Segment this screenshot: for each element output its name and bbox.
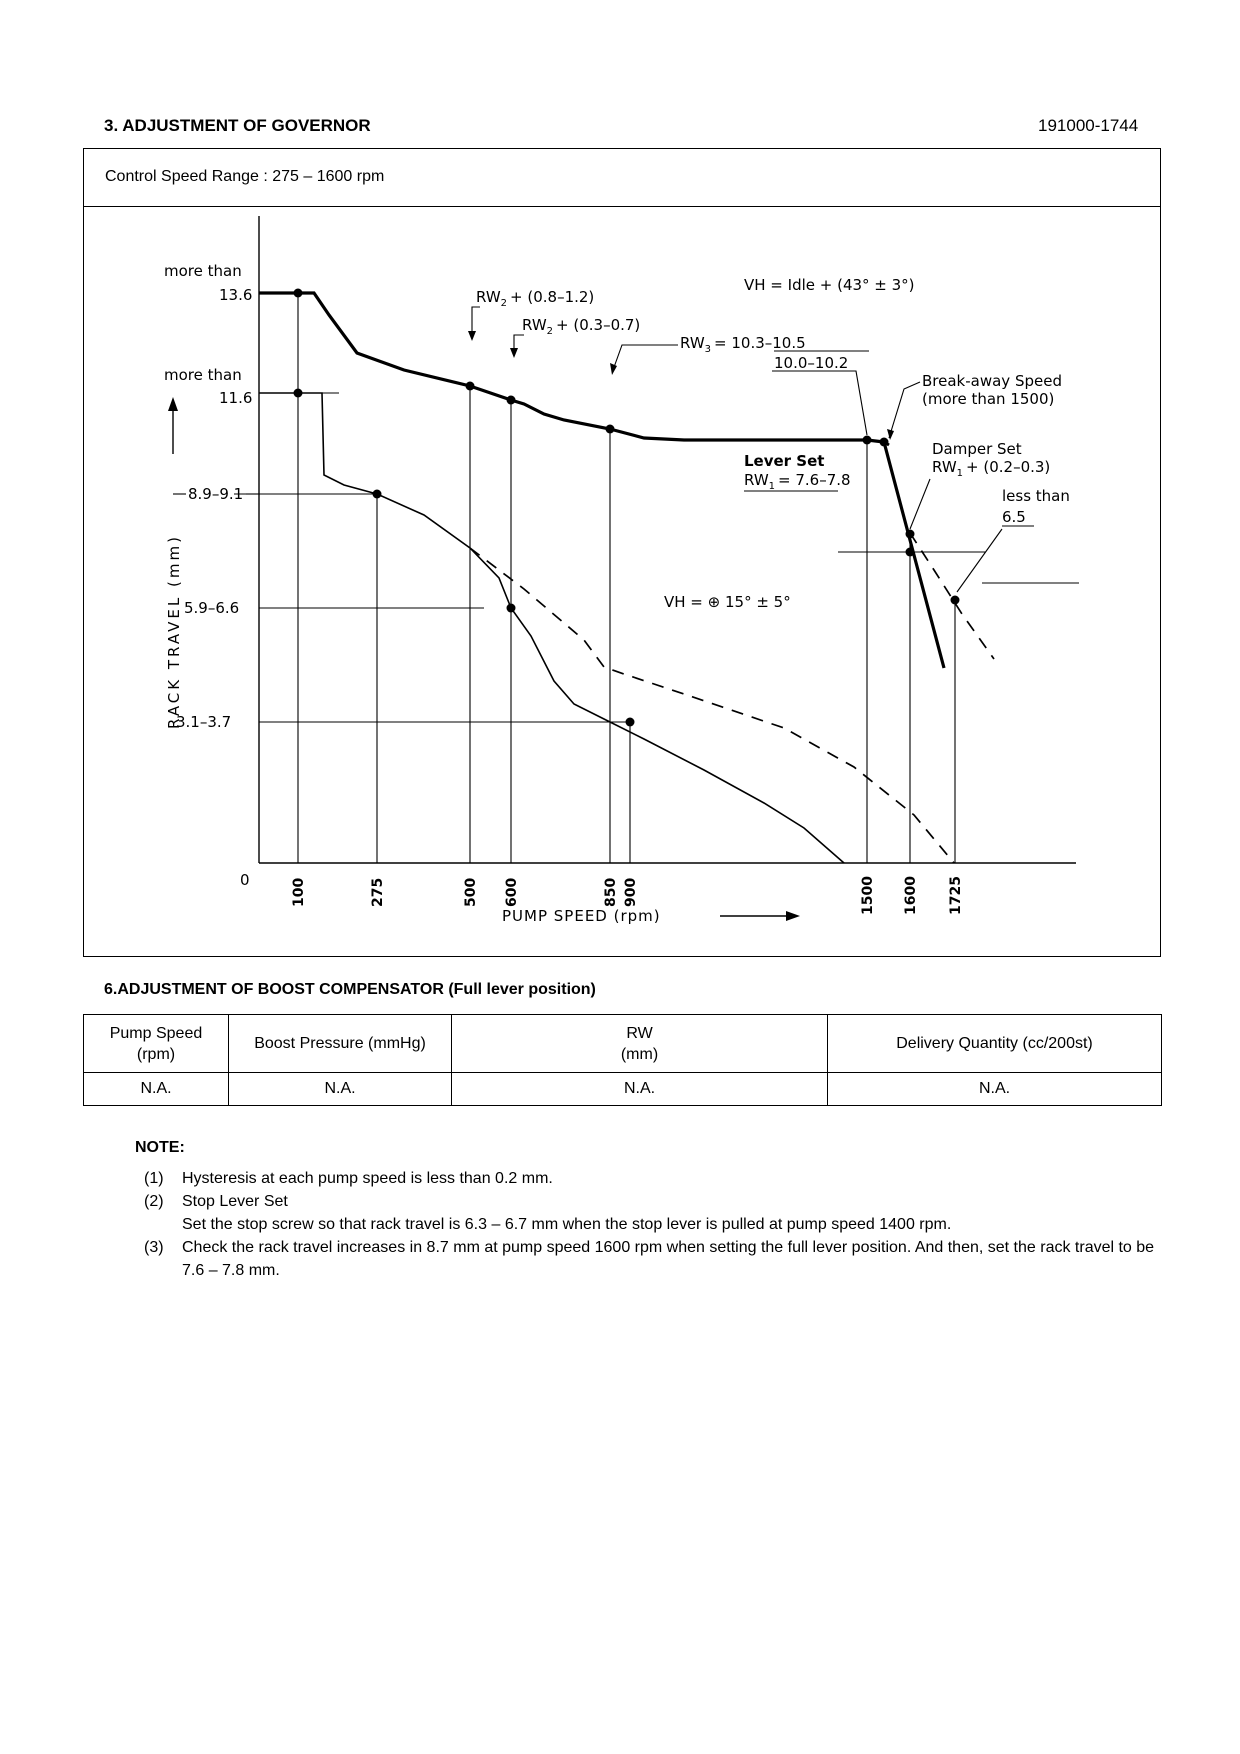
pt-1600 [906, 530, 915, 539]
governor-chart [84, 149, 1160, 956]
y-axis-title: RACK TRAVEL (mm) [165, 534, 183, 729]
pt-500 [466, 382, 475, 391]
pt-900 [626, 718, 635, 727]
anno-less-2: 6.5 [1002, 508, 1026, 526]
anno-damper-2: $RW_1 + (0.2-0.3)$ [932, 458, 1051, 479]
pt-1725 [951, 596, 960, 605]
arrow-rw3 [610, 363, 617, 375]
cell-pump-speed: N.A. [84, 1073, 229, 1106]
list-item [144, 1236, 1164, 1282]
section-title: 3. ADJUSTMENT OF GOVERNOR [104, 116, 371, 135]
anno-damper-1: Damper Set [932, 440, 1022, 458]
pt-275 [373, 490, 382, 499]
control-speed-range: Control Speed Range : 275 – 1600 rpm [105, 168, 385, 185]
y-origin-label: 0 [240, 871, 250, 889]
leader-rw3 [613, 345, 678, 370]
y-label-8.9: 8.9–9.1 [188, 485, 244, 503]
boost-header-row [84, 1015, 1162, 1073]
section6-title: 6.ADJUSTMENT OF BOOST COMPENSATOR (Full lever position) [104, 981, 596, 998]
y-label-13.6-b: 13.6 [219, 286, 253, 304]
anno-less-1: less than [1002, 487, 1070, 505]
anno-lever-1: Lever Set [744, 452, 825, 470]
y-label-13.6-a: more than [164, 262, 242, 280]
anno-rw3: $RW_3 = 10.3-10.5$ [680, 334, 806, 355]
anno-breakaway-1: Break-away Speed [922, 372, 1062, 390]
pt-600-low [507, 604, 516, 613]
pt-100-13.6 [294, 289, 303, 298]
note-text: Hysteresis at each pump speed is less than 0.2 mm. [182, 1170, 553, 1187]
y-label-5.9: 5.9–6.6 [184, 599, 240, 617]
note-text-line2: Set the stop screw so that rack travel is 6.3 – 6.7 mm when the stop lever is pulled at pump speed 1400 rpm. [182, 1216, 952, 1233]
x-tick-850: 850 [603, 877, 619, 907]
note-text-line1: Stop Lever Set [182, 1193, 288, 1210]
pt-850 [606, 425, 615, 434]
arrow-breakaway [887, 429, 894, 440]
list-item [144, 1167, 1164, 1190]
pt-100-11.6 [294, 389, 303, 398]
notes-list [144, 1167, 1164, 1282]
x-tick-900: 900 [623, 877, 639, 907]
note-text [182, 1190, 1164, 1236]
y-label-11.6-b: 11.6 [219, 389, 253, 407]
anno-vh-full: VH = ⊕ 15° ± 5° [664, 593, 791, 611]
x-tick-275: 275 [370, 877, 386, 907]
col-rw: RW (mm) [452, 1015, 828, 1073]
x-tick-100: 100 [291, 877, 307, 907]
boost-table [83, 1014, 1162, 1106]
note-number: (3) [144, 1239, 164, 1256]
col-pump-speed: Pump Speed (rpm) [84, 1015, 229, 1073]
col-boost-pressure: Boost Pressure (mmHg) [229, 1015, 452, 1073]
anno-vh-idle: VH = Idle + (43° ± 3°) [744, 276, 915, 294]
y-label-3.1: 3.1–3.7 [176, 713, 232, 731]
x-tick-1725: 1725 [948, 876, 964, 915]
anno-rw3-b: 10.0–10.2 [774, 354, 849, 372]
note-text: Check the rack travel increases in 8.7 mm at pump speed 1600 rpm when setting the full lever position. And then, set the rack travel to be 7.6 – 7.8 mm. [182, 1239, 1155, 1279]
cell-rw: N.A. [452, 1073, 828, 1106]
x-axis-title: PUMP SPEED (rpm) [502, 907, 661, 925]
governor-box [83, 148, 1161, 957]
x-tick-500: 500 [463, 877, 479, 907]
pt-1600b [906, 548, 915, 557]
list-item [144, 1190, 1164, 1236]
leader-rw3b [772, 371, 867, 435]
leader-damper [910, 479, 930, 529]
arrow-rw2-a [468, 331, 476, 341]
pt-1500 [863, 436, 872, 445]
note-title: NOTE: [135, 1139, 185, 1156]
anno-rw2-a: $RW_2 + (0.8-1.2)$ [476, 288, 595, 309]
cell-delivery-quantity: N.A. [828, 1073, 1162, 1106]
anno-lever-2: $RW_1 = 7.6-7.8$ [744, 471, 851, 492]
x-tick-1600: 1600 [903, 876, 919, 915]
table-row [84, 1073, 1162, 1106]
cell-boost-pressure: N.A. [229, 1073, 452, 1106]
y-label-11.6-a: more than [164, 366, 242, 384]
col-delivery-quantity: Delivery Quantity (cc/200st) [828, 1015, 1162, 1073]
anno-breakaway-2: (more than 1500) [922, 390, 1055, 408]
x-tick-1500: 1500 [860, 876, 876, 915]
note-number: (1) [144, 1170, 164, 1187]
leader-breakaway [889, 382, 920, 438]
pt-1550 [880, 438, 889, 447]
document-code: 191000-1744 [1038, 116, 1139, 135]
pt-600 [507, 396, 516, 405]
x-tick-600: 600 [504, 877, 520, 907]
x-axis-arrowhead [786, 911, 800, 921]
y-axis-arrowhead [168, 397, 178, 411]
note-number: (2) [144, 1193, 164, 1210]
arrow-rw2-b [510, 348, 518, 358]
anno-rw2-b: $RW_2 + (0.3-0.7)$ [522, 316, 641, 337]
